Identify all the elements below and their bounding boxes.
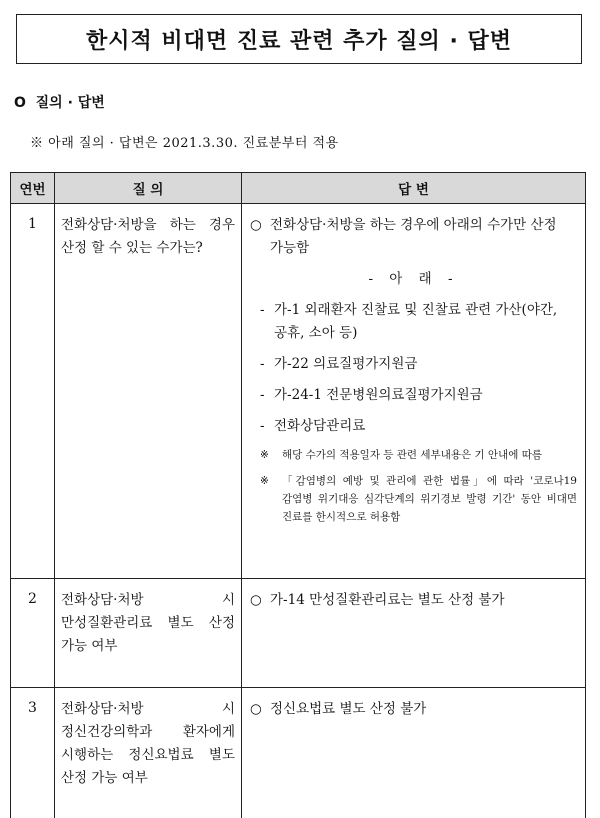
row-number: 1 xyxy=(11,204,55,579)
bullet-circle: O xyxy=(14,95,26,111)
list-item-text: 전화상담관리료 xyxy=(274,415,365,438)
qa-table xyxy=(10,172,586,818)
list-item-text: 가-1 외래환자 진찰료 및 진찰료 관련 가산(야간, 공휴, 소아 등) xyxy=(274,299,577,345)
footnote-text: 「감염병의 예방 및 관리에 관한 법률」에 따라 '코로나19 감염병 위기대응 심각단계의 위기경보 발령 기간' 동안 비대면 진료를 한시적으로 허용함 xyxy=(282,472,577,526)
dash-bullet: - xyxy=(260,353,274,376)
reference-mark: ※ xyxy=(260,446,282,464)
dash-bullet: - xyxy=(260,384,274,407)
header-answer: 답 변 xyxy=(242,173,586,204)
question-cell: 전화상담·처방 시 만성질환관리료 별도 산정 가능 여부 xyxy=(55,579,242,688)
application-date-note: ※ 아래 질의 · 답변은 2021.3.30. 진료분부터 적용 xyxy=(30,132,339,151)
reference-mark: ※ xyxy=(260,472,282,526)
question-cell: 전화상담·처방을 하는 경우 산정 할 수 있는 수가는? xyxy=(55,204,242,579)
list-item xyxy=(260,415,577,438)
list-item-text: 가-22 의료질평가지원금 xyxy=(274,353,417,376)
footnote-text: 해당 수가의 적용일자 등 관련 세부내용은 기 안내에 따름 xyxy=(282,446,542,464)
section-heading xyxy=(14,92,105,112)
section-heading-label: 질의 · 답변 xyxy=(36,95,105,111)
list-item xyxy=(260,353,577,376)
list-item-text: 가-24-1 전문병원의료질평가지원금 xyxy=(274,384,483,407)
answer-text: 정신요법료 별도 산정 불가 xyxy=(270,698,426,721)
dash-bullet: - xyxy=(260,415,274,438)
table-header-row xyxy=(11,173,586,204)
footnote xyxy=(260,446,577,464)
below-label: - 아 래 - xyxy=(250,268,577,291)
header-num: 연번 xyxy=(11,173,55,204)
answer-cell xyxy=(242,204,586,579)
row-number: 2 xyxy=(11,579,55,688)
table-row xyxy=(11,579,586,688)
footnote xyxy=(260,472,577,526)
list-item xyxy=(260,384,577,407)
circle-bullet: ○ xyxy=(250,698,270,721)
circle-bullet: ○ xyxy=(250,589,270,612)
header-question: 질 의 xyxy=(55,173,242,204)
answer-cell xyxy=(242,688,586,818)
document-title: 한시적 비대면 진료 관련 추가 질의 · 답변 xyxy=(16,14,582,64)
dash-bullet: - xyxy=(260,299,274,345)
answer-cell xyxy=(242,579,586,688)
answer-text: 전화상담·처방을 하는 경우에 아래의 수가만 산정 가능함 xyxy=(270,214,577,260)
question-cell: 전화상담·처방 시 정신건강의학과 환자에게 시행하는 정신요법료 별도 산정 가능 여부 xyxy=(55,688,242,818)
circle-bullet: ○ xyxy=(250,214,270,260)
row-number: 3 xyxy=(11,688,55,818)
table-row xyxy=(11,204,586,579)
table-row xyxy=(11,688,586,818)
answer-text: 가-14 만성질환관리료는 별도 산정 불가 xyxy=(270,589,505,612)
list-item xyxy=(260,299,577,345)
